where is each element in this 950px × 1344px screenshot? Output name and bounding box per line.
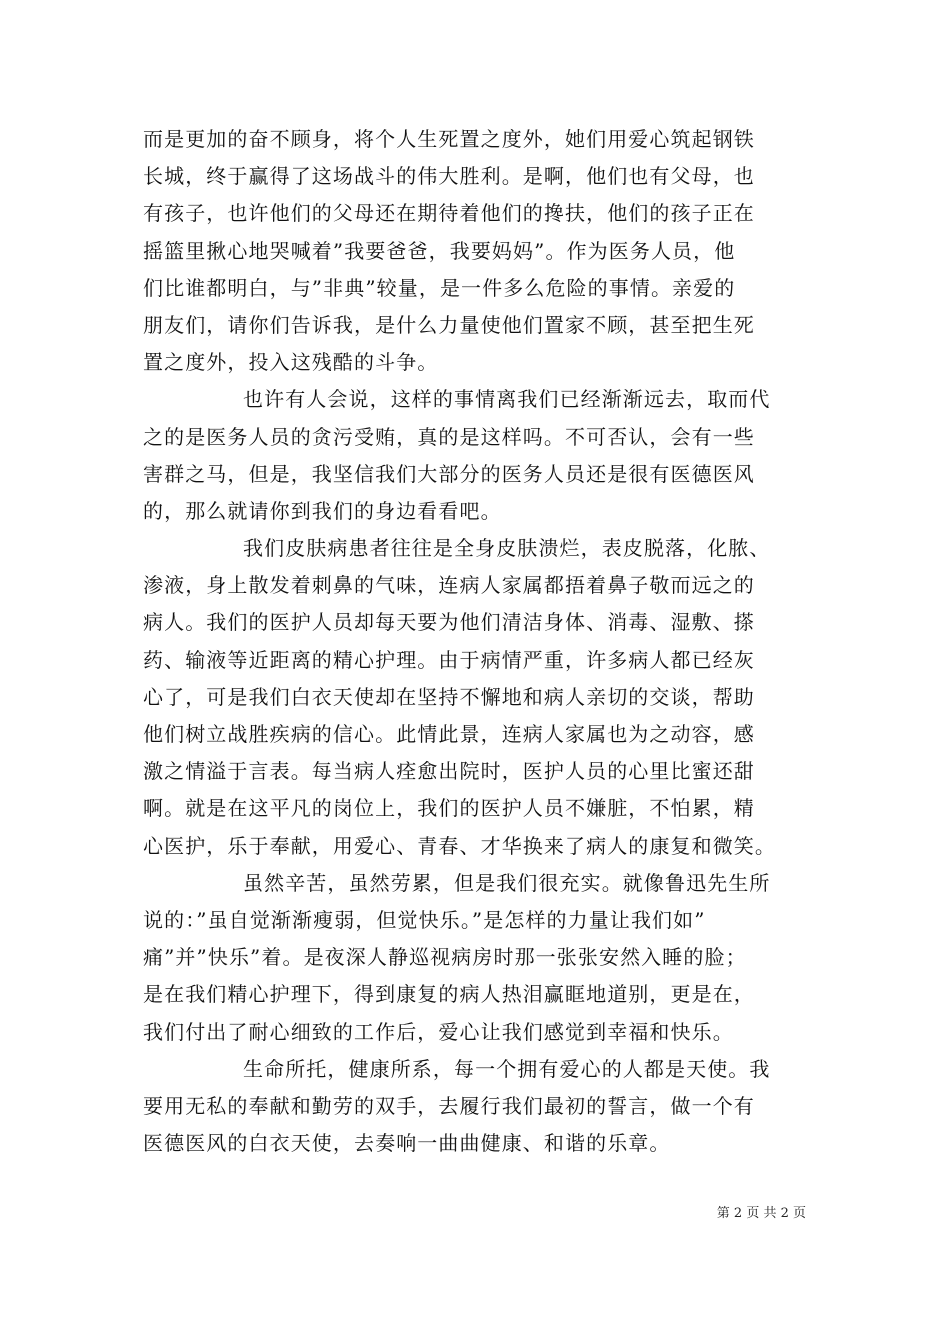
text-line: 心了，可是我们白衣天使却在坚持不懈地和病人亲切的交谈，帮助 bbox=[143, 684, 755, 709]
text-line-first: 生命所托，健康所系，每一个拥有爱心的人都是天使。我 bbox=[243, 1056, 771, 1081]
text-line: 是在我们精心护理下，得到康复的病人热泪赢眶地道别，更是在， bbox=[143, 982, 755, 1007]
page-number-footer: 第 2 页 共 2 页 bbox=[716, 1206, 806, 1221]
text-line: 们比谁都明白，与”非典”较量，是一件多么危险的事情。亲爱的 bbox=[143, 275, 736, 300]
text-line: 心医护，乐于奉献，用爱心、青春、才华换来了病人的康复和微笑。 bbox=[143, 833, 776, 858]
text-line-first: 虽然辛苦，虽然劳累，但是我们很充实。就像鲁迅先生所 bbox=[243, 870, 771, 895]
text-line: 啊。就是在这平凡的岗位上，我们的医护人员不嫌脏，不怕累，精 bbox=[143, 796, 755, 821]
text-line: 他们树立战胜疾病的信心。此情此景，连病人家属也为之动容，感 bbox=[143, 722, 755, 746]
text-line: 长城，终于赢得了这场战斗的伟大胜利。是啊，他们也有父母，也 bbox=[143, 164, 755, 189]
text-line: 之的是医务人员的贪污受贿，真的是这样吗。不可否认，会有一些 bbox=[143, 424, 755, 449]
text-line-first: 也许有人会说，这样的事情离我们已经渐渐远去，取而代 bbox=[243, 387, 771, 412]
text-line: 激之情溢于言表。每当病人痊愈出院时，医护人员的心里比蜜还甜 bbox=[143, 759, 755, 784]
text-line: 的，那么就请你到我们的身边看看吧。 bbox=[143, 498, 502, 523]
text-line: 药、输液等近距离的精心护理。由于病情严重，许多病人都已经灰 bbox=[143, 647, 755, 672]
text-line: 害群之马，但是，我坚信我们大部分的医务人员还是很有医德医风 bbox=[143, 461, 755, 486]
text-line: 说的：”虽自觉渐渐瘦弱，但觉快乐。”是怎样的力量让我们如” bbox=[143, 907, 706, 932]
paragraph-2 bbox=[143, 381, 813, 530]
paragraph-4 bbox=[143, 865, 813, 1051]
paragraph-3 bbox=[143, 530, 813, 865]
text-line: 朋友们，请你们告诉我，是什么力量使他们置家不顾，甚至把生死 bbox=[143, 312, 755, 337]
text-line: 有孩子，也许他们的父母还在期待着他们的搀扶，他们的孩子正在 bbox=[143, 201, 755, 226]
text-line: 渗液，身上散发着刺鼻的气味，连病人家属都捂着鼻子敬而远之的 bbox=[143, 573, 755, 598]
paragraph-1 bbox=[143, 121, 813, 381]
text-line: 痛”并”快乐”着。是夜深人静巡视病房时那一张张安然入睡的脸； bbox=[143, 945, 747, 970]
body-text bbox=[143, 121, 813, 1162]
text-line: 而是更加的奋不顾身，将个人生死置之度外，她们用爱心筑起钢铁 bbox=[143, 127, 755, 151]
paragraph-5 bbox=[143, 1051, 813, 1163]
text-line: 病人。我们的医护人员却每天要为他们清洁身体、消毒、湿敷、搽 bbox=[143, 610, 755, 635]
text-line: 医德医风的白衣天使，去奏响一曲曲健康、和谐的乐章。 bbox=[143, 1131, 671, 1156]
text-line-first: 我们皮肤病患者往往是全身皮肤溃烂，表皮脱落，化脓、 bbox=[243, 536, 771, 561]
text-line: 摇篮里揪心地哭喊着”我要爸爸，我要妈妈”。作为医务人员，他 bbox=[143, 238, 736, 263]
text-line: 要用无私的奉献和勤劳的双手，去履行我们最初的誓言，做一个有 bbox=[143, 1093, 755, 1118]
text-line: 我们付出了耐心细致的工作后，爱心让我们感觉到幸福和快乐。 bbox=[143, 1019, 734, 1044]
text-line: 置之度外，投入这残酷的斗争。 bbox=[143, 350, 439, 375]
